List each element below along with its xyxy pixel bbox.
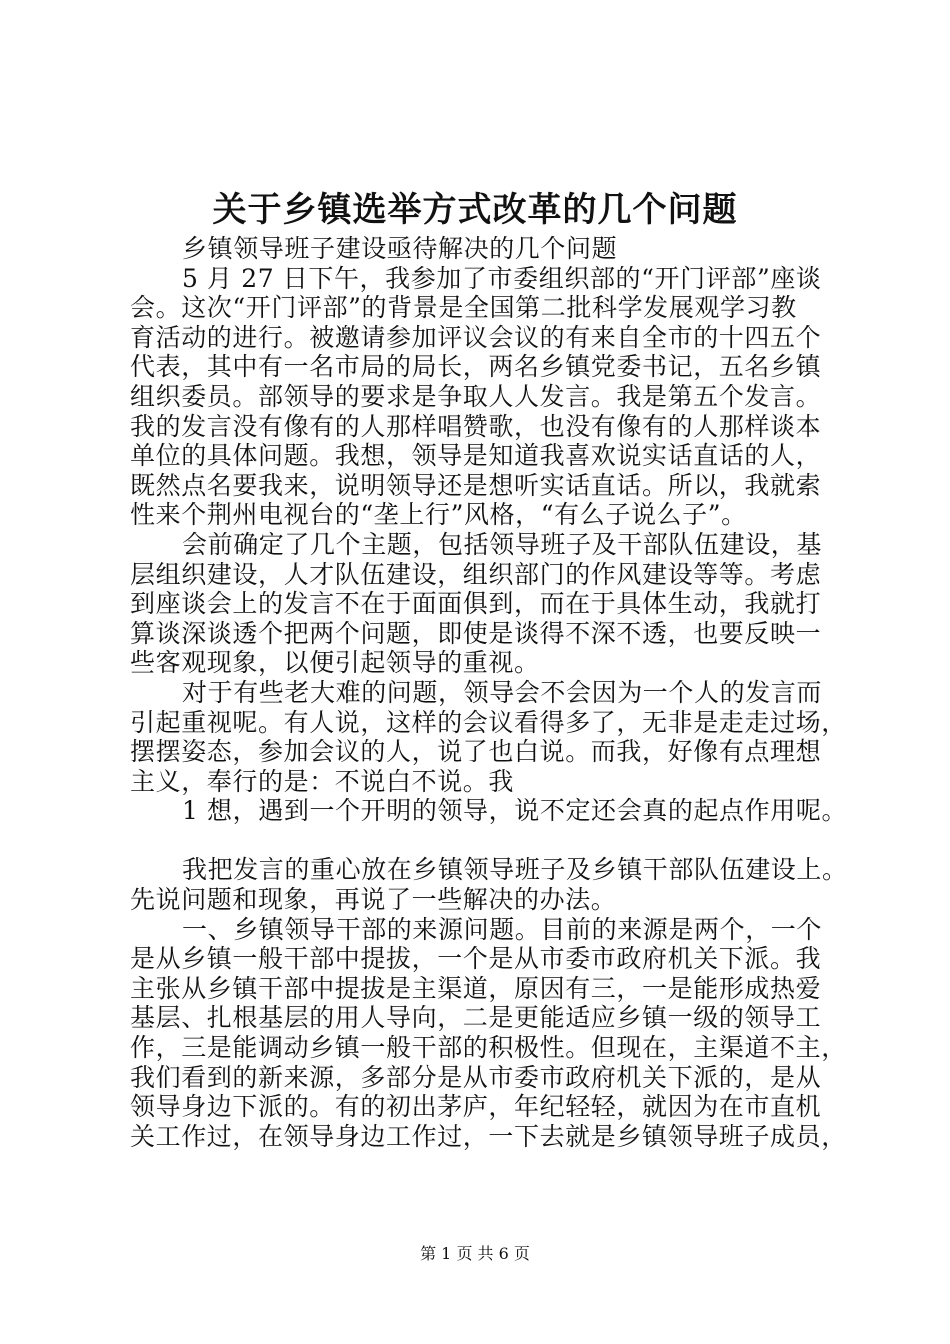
page-footer: 第 1 页 共 6 页 (420, 1244, 530, 1263)
text-line: 层组织建设，人才队伍建设，组织部门的作风建设等等。考虑 (130, 559, 822, 589)
text-line: 既然点名要我来，说明领导还是想听实话直话。所以，我就索 (130, 470, 822, 500)
text-line: 到座谈会上的发言不在于面面俱到，而在于具体生动，我就打 (130, 589, 822, 619)
text-line: 我的发言没有像有的人那样唱赞歌，也没有像有的人那样谈本 (130, 411, 822, 441)
document-title: 关于乡镇选举方式改革的几个问题 (212, 190, 738, 230)
text-line: 主张从乡镇干部中提拔是主渠道，原因有三，一是能形成热爱 (130, 973, 822, 1003)
text-line: 基层、扎根基层的用人导向，二是更能适应乡镇一级的领导工 (130, 1003, 822, 1033)
text-line: 会前确定了几个主题，包括领导班子及干部队伍建设，基 (182, 529, 823, 559)
text-line: 育活动的进行。被邀请参加评议会议的有来自全市的十四五个 (130, 322, 822, 352)
text-line: 引起重视呢。有人说，这样的会议看得多了，无非是走走过场， (130, 707, 847, 737)
text-line: 组织委员。部领导的要求是争取人人发言。我是第五个发言。 (130, 381, 822, 411)
text-line: 摆摆姿态，参加会议的人，说了也白说。而我，好像有点理想 (130, 737, 822, 767)
text-line: 1 想，遇到一个开明的领导，说不定还会真的起点作用呢。 (182, 796, 848, 826)
text-line: 对于有些老大难的问题，领导会不会因为一个人的发言而 (182, 677, 823, 707)
text-line: 关工作过，在领导身边工作过，一下去就是乡镇领导班子成员， (130, 1121, 847, 1151)
text-line: 算谈深谈透个把两个问题，即使是谈得不深不透，也要反映一 (130, 618, 822, 648)
text-line: 领导身边下派的。有的初出茅庐，年纪轻轻，就因为在市直机 (130, 1092, 822, 1122)
document-body (130, 234, 848, 1151)
text-line: 单位的具体问题。我想，领导是知道我喜欢说实话直话的人， (130, 441, 822, 471)
text-line: 作，三是能调动乡镇一般干部的积极性。但现在，主渠道不主， (130, 1033, 847, 1063)
text-line: 会。这次“开门评部”的背景是全国第二批科学发展观学习教 (130, 293, 797, 323)
text-line: 主义，奉行的是：不说白不说。我 (130, 766, 515, 796)
text-line: 一、乡镇领导干部的来源问题。目前的来源是两个，一个 (182, 914, 823, 944)
text-line: 些客观现象，以便引起领导的重视。 (130, 648, 540, 678)
text-line: 性来个荆州电视台的“垄上行”风格，“有么子说么子”。 (130, 500, 747, 530)
text-line: 我把发言的重心放在乡镇领导班子及乡镇干部队伍建设上。 (182, 855, 848, 885)
text-line: 5 月 27 日下午，我参加了市委组织部的“开门评部”座谈 (182, 263, 822, 293)
text-line: 先说问题和现象，再说了一些解决的办法。 (130, 885, 617, 915)
text-line: 乡镇领导班子建设亟待解决的几个问题 (182, 234, 618, 263)
text-line: 代表，其中有一名市局的局长，两名乡镇党委书记，五名乡镇 (130, 352, 822, 382)
text-line: 我们看到的新来源，多部分是从市委市政府机关下派的，是从 (130, 1062, 822, 1092)
blank-line (130, 826, 835, 856)
text-line: 是从乡镇一般干部中提拔，一个是从市委市政府机关下派。我 (130, 944, 822, 974)
